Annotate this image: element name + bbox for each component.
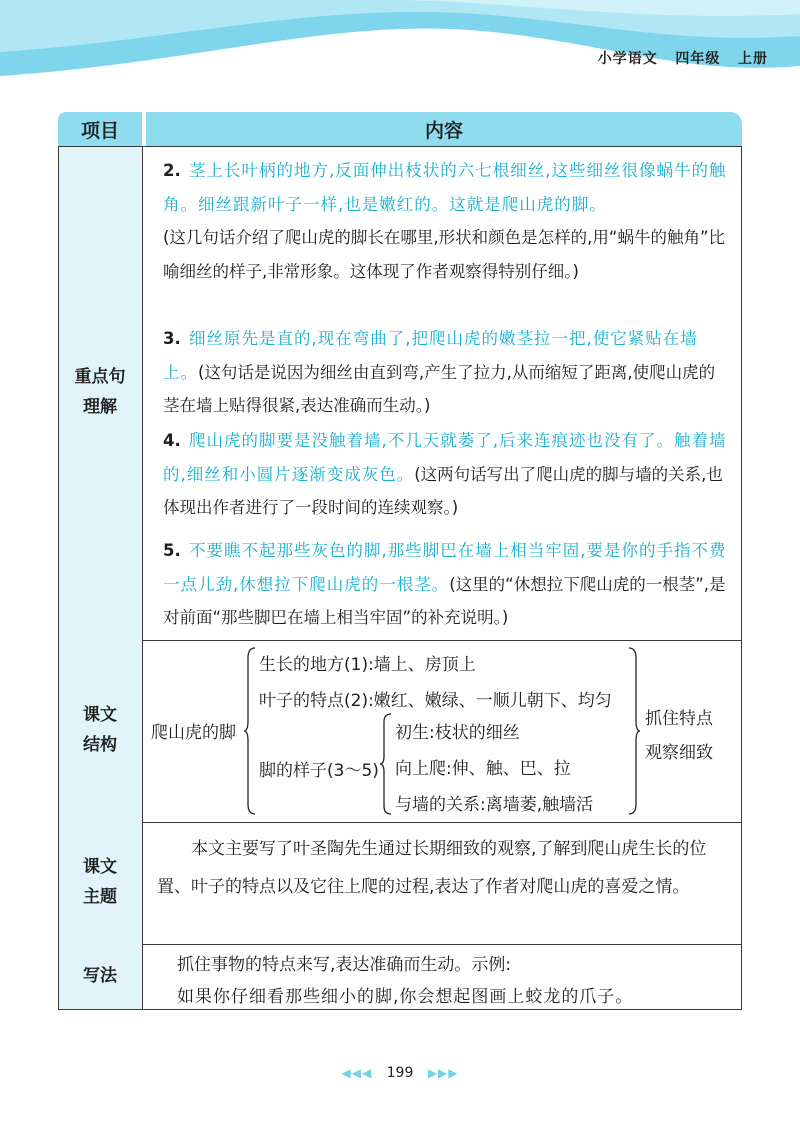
- structure-brace-right: [627, 646, 641, 816]
- book-label: 小学语文 四年级 上册: [597, 51, 768, 67]
- key-sentence-4: 4. 爬山虎的脚要是没触着墙,不几天就萎了,后来连痕迹也没有了。触着墙的,细丝和小圆片逐渐变成灰色。(这两句话写出了爬山虎的脚与墙的关系,也体现出作者进行了一段时间的连续观察。): [163, 431, 727, 517]
- key-sentence-3: 3. 细丝原先是直的,现在弯曲了,把爬山虎的嫩茎拉一把,使它紧贴在墙上。(这句话是说因为细丝由直到弯,产生了拉力,从而缩短了距离,使爬山虎的茎在墙上贴得很紧,表达准确而生动。): [163, 329, 716, 415]
- page-footer: [0, 1065, 800, 1081]
- method-text: 抓住事物的特点来写,表达准确而生动。示例:: [177, 955, 512, 975]
- study-table: [58, 112, 742, 1010]
- header-wave-band: [0, 0, 800, 80]
- row-label-key-sentences: 重点句 理解: [58, 146, 143, 640]
- key-sentence-2: 2. 茎上长叶柄的地方,反面伸出枝状的六七根细丝,这些细丝很像蜗牛的触角。细丝跟新叶子一样,也是嫩红的。这就是爬山虎的脚。 (这几句话介绍了爬山虎的脚长在哪里,形状和颜色是怎样的,用“蜗牛的触角”比喻细丝的样子,非常形象。这体现了作者观察得特别仔细。): [163, 161, 727, 281]
- column-header-content: 内容: [146, 112, 742, 146]
- structure-branch-feet: 脚的样子(3～5): [259, 761, 379, 781]
- structure-feet-wall: 与墙的关系:离墙萎,触墙活: [395, 795, 594, 815]
- key-sentence-5: 5. 不要瞧不起那些灰色的脚,那些脚巴在墙上相当牢固,要是你的手指不费一点儿劲,休想拉下爬山虎的一根茎。(这里的“休想拉下爬山虎的一根茎”,是对前面“那些脚巴在墙上相当牢固”的补充说明。): [163, 541, 727, 627]
- table-body: [58, 146, 742, 1010]
- prev-arrows-icon: ◀◀◀: [341, 1066, 373, 1080]
- structure-summary-feature: 抓住特点: [645, 709, 713, 729]
- next-arrows-icon: ▶▶▶: [427, 1066, 459, 1080]
- row-label-theme: 课文 主题: [58, 822, 143, 944]
- structure-summary-observe: 观察细致: [645, 743, 713, 763]
- structure-branch-location: 生长的地方(1):墙上、房顶上: [259, 655, 476, 675]
- row-content-key-sentences: [143, 146, 742, 640]
- structure-root: 爬山虎的脚: [151, 723, 236, 743]
- structure-feet-initial: 初生:枝状的细丝: [395, 723, 520, 743]
- page-number: 199: [386, 1065, 414, 1081]
- row-content-theme: [143, 822, 742, 944]
- structure-brace-feet: [379, 712, 393, 816]
- row-content-structure: [143, 640, 742, 822]
- theme-text: 本文主要写了叶圣陶先生通过长期细致的观察,了解到爬山虎生长的位置、叶子的特点以及它往上爬的过程,表达了作者对爬山虎的喜爱之情。: [157, 839, 707, 897]
- structure-brace-left: [243, 646, 257, 816]
- column-header-item: 项目: [58, 112, 142, 146]
- row-label-method: 写法: [58, 944, 143, 1010]
- method-example: 如果你仔细看那些细小的脚,你会想起图画上蛟龙的爪子。: [177, 987, 634, 1007]
- row-label-structure: 课文 结构: [58, 640, 143, 822]
- structure-branch-leaves: 叶子的特点(2):嫩红、嫩绿、一顺儿朝下、均匀: [259, 691, 612, 711]
- structure-feet-climb: 向上爬:伸、触、巴、拉: [395, 759, 571, 779]
- row-content-method: [143, 944, 742, 1010]
